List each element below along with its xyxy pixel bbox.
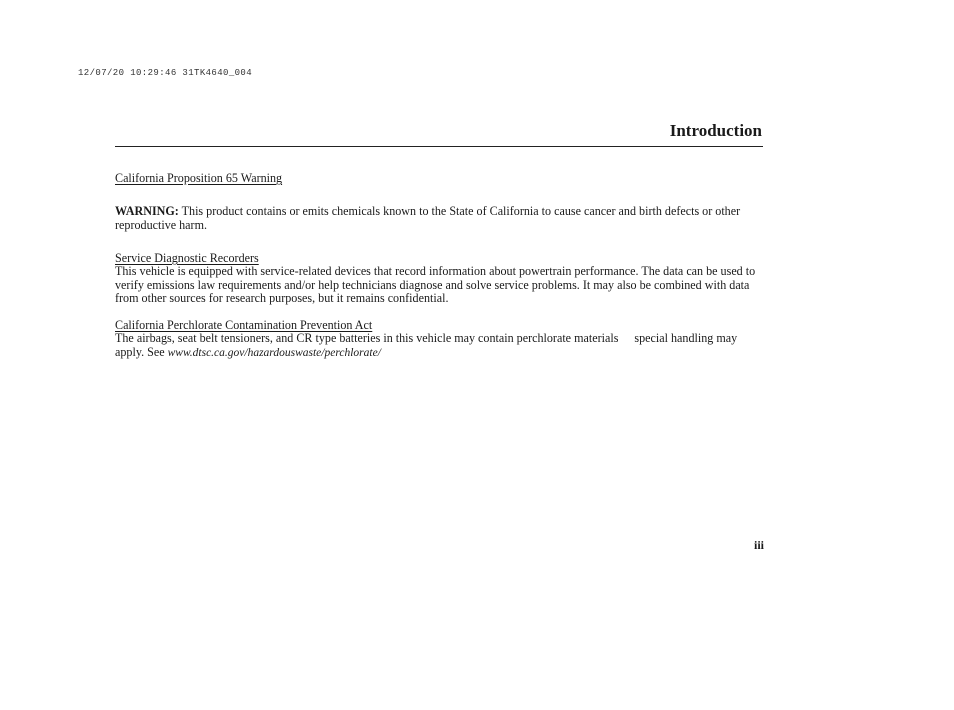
- print-timestamp: 12/07/20 10:29:46 31TK4640_004: [78, 68, 253, 78]
- diagnostic-section: [115, 252, 765, 306]
- page-number: iii: [753, 538, 764, 552]
- prop65-section: [115, 172, 765, 232]
- spacer: [115, 185, 765, 198]
- prop65-warning-paragraph: [115, 205, 765, 232]
- warning-label: WARNING:: [115, 204, 179, 219]
- prop65-heading: California Proposition 65 Warning: [115, 171, 283, 185]
- perchlorate-text-part2: special handling may apply. See: [115, 331, 738, 359]
- perchlorate-url[interactable]: www.dtsc.ca.gov/hazardouswaste/perchlorate/: [167, 346, 381, 359]
- warning-text: This product contains or emits chemicals known to the State of California to cause cancer and birth defects or other reproductive harm.: [115, 204, 741, 232]
- perchlorate-section: [115, 319, 765, 360]
- spacer: [115, 232, 765, 245]
- diagnostic-paragraph: This vehicle is equipped with service-related devices that record information about powertrain performance. The data can be used to verify emissions law requirements and/or help technicians diagnose and solve service problems. It may also be combined with data from other sources for research purposes, but it remains confidential.: [115, 264, 756, 306]
- perchlorate-heading: California Perchlorate Contamination Prevention Act: [115, 318, 373, 333]
- page-content: [115, 172, 765, 360]
- header-divider: [115, 146, 763, 147]
- page-title: Introduction: [669, 121, 762, 140]
- perchlorate-text-part1: The airbags, seat belt tensioners, and CR type batteries in this vehicle may contain perchlorate materials: [115, 331, 619, 346]
- perchlorate-paragraph: [115, 332, 765, 360]
- diagnostic-heading: Service Diagnostic Recorders: [115, 251, 259, 265]
- spacer: [115, 306, 765, 319]
